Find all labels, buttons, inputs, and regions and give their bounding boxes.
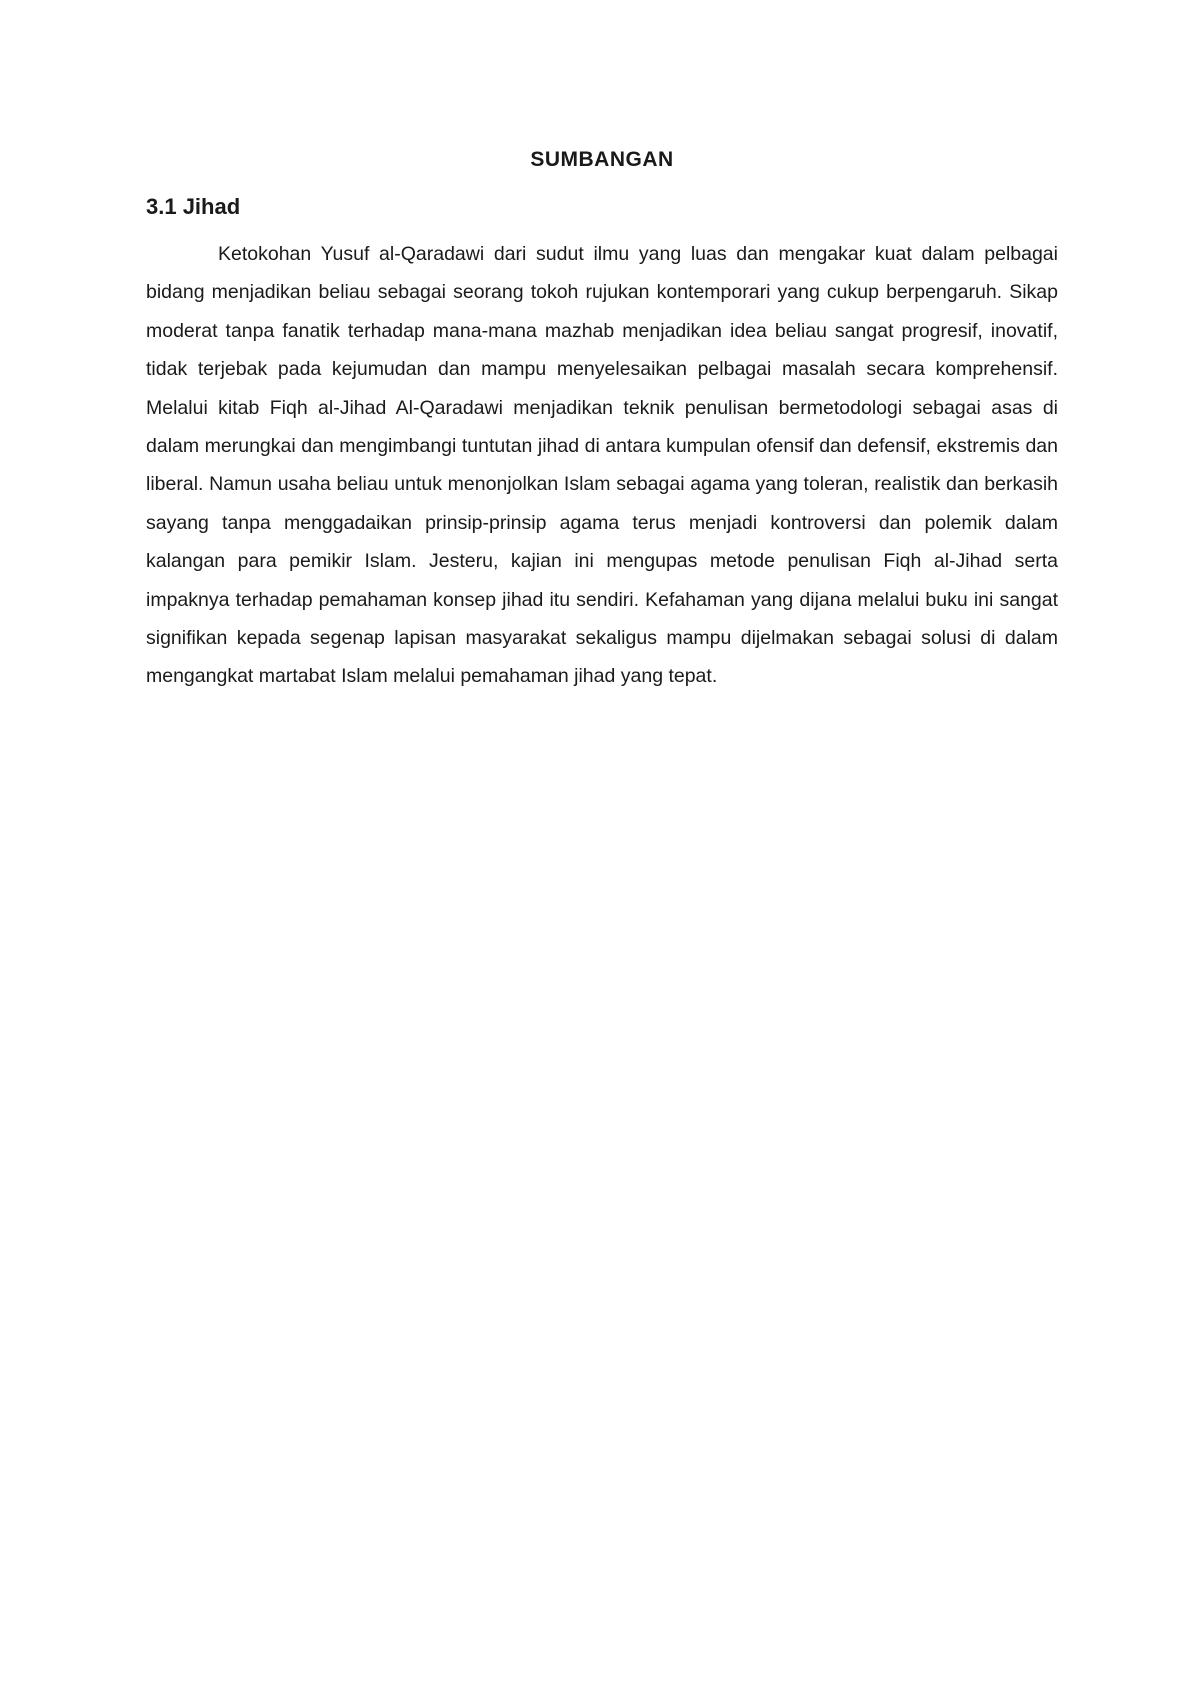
document-title: SUMBANGAN	[530, 148, 674, 171]
section-heading: 3.1 Jihad	[146, 194, 241, 219]
body-paragraph: Ketokohan Yusuf al-Qaradawi dari sudut ilmu yang luas dan mengakar kuat dalam pelbagai bidang menjadikan beliau sebagai seorang tokoh rujukan kontemporari yang cukup berpengaruh. Sikap moderat tanpa fanatik terhadap mana-mana mazhab menjadikan idea beliau sangat progresif, inovatif, tidak terjebak pada kejumudan dan mampu menyelesaikan pelbagai masalah secara komprehensif. Melalui kitab Fiqh al-Jihad Al-Qaradawi menjadikan teknik penulisan bermetodologi sebagai asas di dalam merungkai dan mengimbangi tuntutan jihad di antara kumpulan ofensif dan defensif, ekstremis dan liberal. Namun usaha beliau untuk menonjolkan Islam sebagai agama yang toleran, realistik dan berkasih sayang tanpa menggadaikan prinsip-prinsip agama terus menjadi kontroversi dan polemik dalam kalangan para pemikir Islam. Jesteru, kajian ini mengupas metode penulisan Fiqh al-Jihad serta impaknya terhadap pemahaman konsep jihad itu sendiri. Kefahaman yang dijana melalui buku ini sangat signifikan kepada segenap lapisan masyarakat sekaligus mampu dijelmakan sebagai solusi di dalam mengangkat martabat Islam melalui pemahaman jihad yang tepat.	[146, 243, 1058, 688]
